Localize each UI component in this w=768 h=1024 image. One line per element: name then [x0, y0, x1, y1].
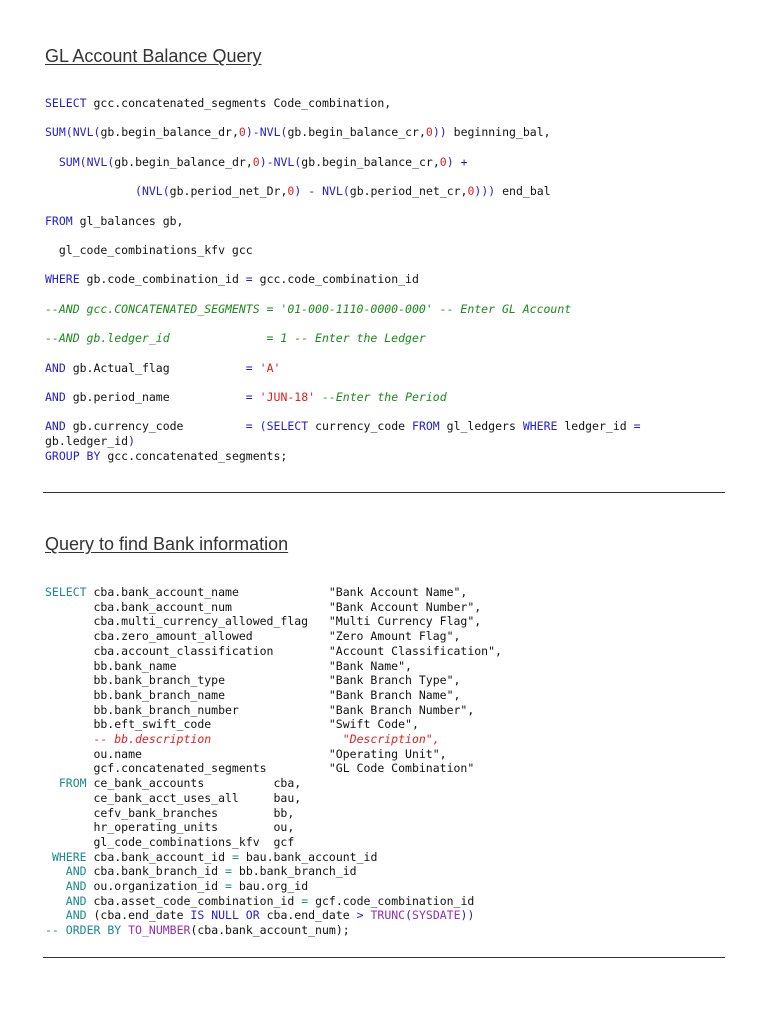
code-line	[45, 850, 377, 864]
code-token: --AND gb.ledger_id = 1 -- Enter the Ledger	[45, 331, 426, 346]
code-line	[45, 184, 551, 198]
code-token: AND	[45, 419, 66, 434]
code-token: =	[225, 864, 232, 879]
code-token: WHERE	[522, 419, 558, 434]
code-token	[45, 864, 66, 878]
code-token: --AND gcc.CONCATENATED_SEGMENTS = '01-000-1110-0000-000' -- Enter GL Account	[45, 301, 572, 316]
code-line	[45, 434, 135, 448]
code-token: cba.asset_code_combination_id	[86, 893, 302, 908]
code-token	[454, 155, 461, 169]
code-token: GROUP BY	[45, 448, 101, 463]
code-token: gcf.code_combination_id	[308, 893, 475, 908]
code-token	[253, 390, 260, 404]
code-token: 'A'	[259, 360, 281, 375]
code-token: SUM	[45, 125, 66, 140]
code-token	[45, 732, 93, 746]
code-token: beginning_bal,	[446, 125, 551, 140]
code-token	[45, 776, 59, 790]
code-line	[45, 688, 460, 702]
code-token	[45, 908, 66, 922]
code-token: NVL	[141, 184, 163, 199]
code-token: gb.begin_balance_dr,	[114, 154, 253, 169]
code-token: AND	[65, 893, 87, 908]
code-token: gcc.code_combination_id	[252, 272, 419, 287]
code-token: cba.bank_account_id	[86, 849, 232, 864]
code-token: )	[446, 154, 454, 169]
code-line	[45, 390, 447, 404]
code-token: 0	[238, 125, 246, 140]
code-token: cba.bank_account_num "Bank Account Number",	[45, 599, 482, 614]
code-token: =	[633, 419, 641, 434]
code-token: gb.ledger_id	[45, 434, 129, 449]
code-line	[45, 761, 474, 775]
code-line	[45, 629, 460, 643]
code-token: gcc.concatenated_segments Code_combination,	[86, 96, 392, 110]
code-token: +	[460, 154, 468, 169]
code-token: =	[245, 419, 253, 434]
section-title-gl-balance: GL Account Balance Query	[45, 46, 262, 66]
code-token: gcc.concatenated_segments;	[100, 448, 288, 463]
code-token: --	[45, 923, 59, 938]
code-token: cefv_bank_branches bb,	[45, 805, 295, 820]
code-token: gcf.concatenated_segments "GL Code Combination"	[45, 761, 475, 776]
code-token: NVL	[72, 125, 94, 140]
code-token: AND	[65, 879, 87, 894]
code-token: bb.eft_swift_code "Swift Code",	[45, 717, 419, 732]
code-token: 'JUN-18'	[259, 390, 316, 405]
code-line	[45, 96, 391, 110]
code-token: bb.bank_name "Bank Name",	[45, 658, 412, 673]
code-token: cba.zero_amount_allowed "Zero Amount Flag",	[45, 629, 461, 644]
code-token	[45, 850, 52, 864]
code-token: ))	[460, 908, 475, 923]
code-token	[45, 879, 66, 893]
divider	[43, 492, 725, 493]
code-token: (	[294, 154, 302, 169]
code-line	[45, 703, 474, 717]
code-token: ce_bank_acct_uses_all bau,	[45, 790, 302, 805]
code-token: AND	[45, 390, 66, 405]
code-token: end_bal	[495, 184, 551, 199]
divider	[43, 957, 725, 958]
code-line	[45, 644, 502, 658]
code-line	[45, 717, 419, 731]
code-token: (	[93, 125, 101, 140]
code-line	[45, 155, 468, 169]
code-token: gl_ledgers	[439, 419, 523, 434]
code-token: IS NULL OR	[190, 908, 260, 923]
code-line	[45, 835, 294, 849]
code-line	[45, 125, 551, 139]
code-line	[45, 419, 641, 433]
code-token: =	[231, 849, 239, 864]
code-token: SUM	[58, 154, 80, 169]
code-line	[45, 449, 287, 463]
code-token: -	[308, 184, 316, 199]
code-token: 0	[252, 154, 260, 169]
code-token: currency_code	[308, 419, 413, 434]
code-token	[253, 419, 260, 433]
code-token: )))	[474, 184, 496, 199]
code-token	[315, 390, 322, 404]
code-token: NVL	[322, 184, 343, 199]
code-token: 0	[425, 125, 433, 140]
code-token: ou.organization_id	[86, 879, 226, 894]
code-token: (cba.bank_account_num);	[190, 923, 350, 938]
code-token: -- bb.description "Description",	[93, 732, 440, 747]
code-token: bb.bank_branch_type "Bank Branch Type",	[45, 673, 461, 688]
code-token: AND	[65, 908, 87, 923]
code-line	[45, 747, 447, 761]
code-token: gb.currency_code	[65, 419, 246, 434]
code-token: ))	[432, 125, 447, 140]
code-token: TRUNC	[370, 908, 406, 923]
code-token: cba.bank_account_name "Bank Account Name",	[86, 585, 468, 599]
code-line	[45, 302, 571, 316]
code-token: (	[135, 184, 142, 199]
code-line	[45, 806, 294, 820]
code-token: )	[294, 184, 302, 199]
code-line	[45, 732, 440, 746]
code-line	[45, 243, 253, 257]
code-token: TO_NUMBER	[128, 923, 191, 938]
code-token: FROM	[412, 419, 440, 434]
code-token: --Enter the Period	[322, 390, 447, 405]
code-token: =	[301, 893, 309, 908]
code-line	[45, 659, 412, 673]
code-token: WHERE	[45, 272, 80, 287]
code-token: gl_code_combinations_kfv gcf	[45, 834, 295, 849]
code-line	[45, 600, 481, 614]
code-token: gb.code_combination_id	[79, 272, 246, 287]
code-token: (	[162, 184, 170, 199]
code-line	[45, 908, 474, 922]
code-token: (	[107, 154, 115, 169]
code-token: gb.begin_balance_cr,	[287, 125, 426, 140]
code-token: NVL	[273, 154, 295, 169]
code-token: gb.begin_balance_dr,	[100, 125, 239, 140]
code-token: ORDER BY	[65, 923, 122, 938]
code-token: NVL	[86, 154, 108, 169]
code-token: gb.period_net_cr,	[349, 184, 468, 199]
code-token: )-	[245, 125, 260, 140]
code-token: AND	[65, 864, 87, 879]
code-token: gb.period_name	[65, 390, 246, 405]
code-token: 0	[439, 154, 447, 169]
code-token: gl_code_combinations_kfv gcc	[45, 243, 253, 258]
code-line	[45, 331, 426, 345]
code-token: FROM	[58, 776, 87, 791]
code-token: =	[225, 879, 232, 894]
code-line	[45, 879, 308, 893]
code-token: FROM	[45, 213, 73, 228]
code-line	[45, 791, 301, 805]
code-token: (	[405, 908, 413, 923]
code-token: (	[259, 419, 267, 434]
code-line	[45, 361, 280, 375]
code-token: =	[245, 390, 253, 405]
code-token: ledger_id	[557, 419, 634, 434]
code-token: bau.org_id	[231, 879, 309, 894]
code-token: bb.bank_branch_name "Bank Branch Name",	[45, 687, 461, 702]
code-token: (	[342, 184, 350, 199]
code-token: cba.account_classification "Account Classification",	[45, 643, 502, 658]
code-token: >	[356, 908, 364, 923]
code-token: bau.bank_account_id	[238, 849, 378, 864]
code-token: gb.begin_balance_cr,	[301, 154, 440, 169]
code-token: SELECT	[45, 96, 87, 110]
code-line	[45, 894, 474, 908]
code-token: (	[280, 125, 288, 140]
code-token	[45, 155, 59, 169]
code-token: )	[128, 434, 136, 449]
code-token: SELECT	[45, 585, 87, 599]
code-token	[45, 894, 66, 908]
code-line	[45, 864, 357, 878]
code-token	[45, 184, 135, 198]
code-token: bb.bank_branch_number "Bank Branch Number",	[45, 702, 475, 717]
code-line	[45, 272, 419, 286]
code-token	[253, 361, 260, 375]
code-line	[45, 820, 294, 834]
code-token: SELECT	[266, 419, 309, 434]
code-token: bb.bank_branch_id	[231, 864, 357, 879]
code-token: )-	[259, 154, 274, 169]
code-token: ce_bank_accounts cba,	[86, 776, 302, 791]
code-token: (	[65, 125, 73, 140]
code-line	[45, 214, 183, 228]
code-line	[45, 776, 301, 790]
code-line	[45, 923, 350, 937]
code-token: gl_balances gb,	[72, 213, 184, 228]
section-title-bank-info: Query to find Bank information	[45, 534, 289, 554]
code-token: (cba.end_date	[86, 908, 191, 923]
code-token: cba.multi_currency_allowed_flag "Multi Currency Flag",	[45, 614, 482, 629]
bank-info-query-code	[45, 585, 502, 938]
code-token: =	[245, 272, 253, 287]
code-token: WHERE	[51, 849, 87, 864]
code-token: cba.end_date	[259, 908, 357, 923]
code-token: NVL	[259, 125, 281, 140]
code-token: 0	[287, 184, 295, 199]
code-token: ou.name "Operating Unit",	[45, 746, 447, 761]
code-token: cba.bank_branch_id	[86, 864, 226, 879]
code-token: =	[245, 360, 253, 375]
code-token	[59, 923, 66, 937]
code-line	[45, 614, 481, 628]
code-line	[45, 673, 460, 687]
code-token: gb.period_net_Dr,	[169, 184, 288, 199]
code-token: SYSDATE	[412, 908, 461, 923]
code-token: (	[79, 154, 87, 169]
code-token: AND	[45, 360, 66, 375]
code-line	[45, 585, 467, 599]
code-token: gb.Actual_flag	[65, 360, 246, 375]
code-token: 0	[467, 184, 475, 199]
code-token: hr_operating_units ou,	[45, 820, 295, 835]
gl-balance-query-code	[45, 96, 641, 464]
